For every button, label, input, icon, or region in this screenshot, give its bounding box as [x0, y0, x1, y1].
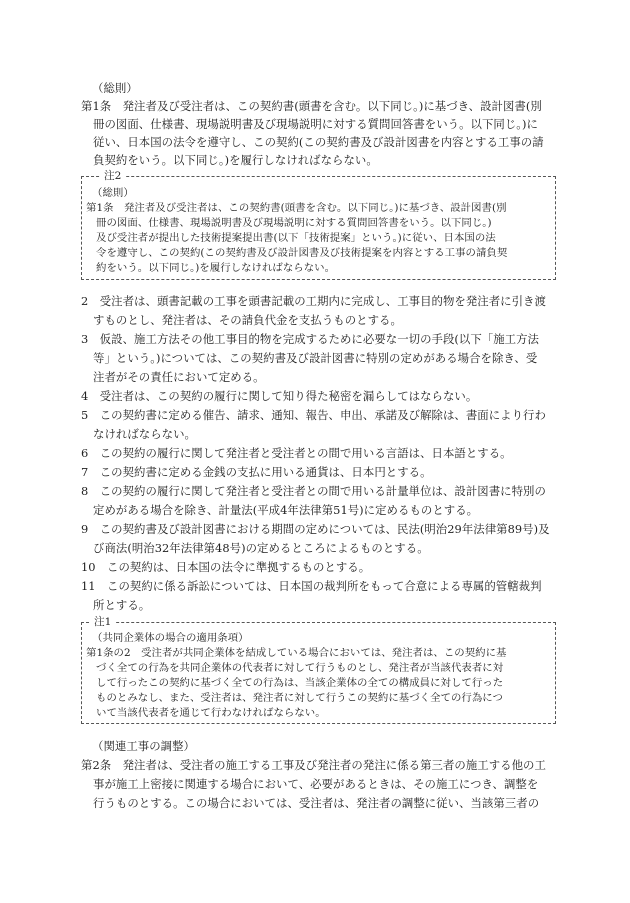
paragraph-3-line: 注者がその責任において定める。 — [93, 370, 265, 384]
note2-line: 冊の図面、仕様書、現場説明書及び現場説明に対する質問回答書をいう。以下同じ。) — [96, 217, 492, 229]
article1-line: 従い、日本国の法令を遵守し、この契約(この契約書及び設計図書を内容とする工事の請 — [93, 135, 544, 149]
article2-line: 行うものとする。この場合においては、受注者は、発注者の調整に従い、当該第三者の — [93, 796, 540, 810]
paragraph-2-line: すものとし、発注者は、その請負代金を支払うものとする。 — [93, 313, 402, 327]
paragraph-3-line: 3 仮設、施工方法その他工事目的物を完成するために必要な一切の手段(以下「施工方法 — [81, 332, 539, 346]
note1-line: 第1条の2 受注者が共同企業体を結成している場合においては、発注者は、この契約に基 — [86, 647, 507, 659]
paragraph-2-line: 2 受注者は、頭書記載の工事を頭書記載の工期内に完成し、工事目的物を発注者に引き渡 — [81, 294, 546, 308]
article1-heading: （総則） — [92, 81, 138, 95]
note1-line: いて当該代表者を通じて行わなければならない。 — [96, 707, 326, 719]
note1-line: づく全ての行為を共同企業体の代表者に対して行うものとし、発注者が当該代表者に対 — [96, 662, 504, 674]
paragraph-5-line: なければならない。 — [93, 427, 196, 441]
article1-line: 第1条 発注者及び受注者は、この契約書(頭書を含む。以下同じ。)に基づき、設計図書(別 — [81, 99, 542, 113]
article2-heading: （関連工事の調整） — [92, 739, 195, 753]
paragraph-8-line: 定めがある場合を除き、計量法(平成4年法律第51号)に定めるものとする。 — [93, 503, 479, 517]
note1-heading: （共同企業体の場合の適用条項） — [92, 632, 249, 644]
article2-line: 第2条 発注者は、受注者の施工する工事及び発注者の発注に係る第三者の施工する他の工 — [81, 758, 546, 772]
paragraph-3-line: 等」という。)については、この契約書及び設計図書に特別の定めがある場合を除き、受 — [93, 351, 538, 365]
note2-heading: （総則） — [92, 187, 134, 199]
article1-line: 負契約をいう。以下同じ。)を履行しなければならない。 — [93, 153, 378, 167]
paragraph-9-line: び商法(明治32年法律第48号)の定めるところによるものとする。 — [93, 541, 429, 555]
note1-line: して行ったこの契約に基づく全ての行為は、当該企業体の全ての構成員に対して行った — [96, 677, 504, 689]
note2-line: 第1条 発注者及び受注者は、この契約書(頭書を含む。以下同じ。)に基づき、設計図書(別 — [86, 202, 507, 214]
note2-line: 約をいう。以下同じ。)を履行しなければならない。 — [96, 262, 336, 274]
paragraph-7-line: 7 この契約書に定める金銭の支払に用いる通貨は、日本円とする。 — [81, 465, 432, 479]
note1-line: ものとみなし、また、受注者は、発注者に対して行うこの契約に基づく全ての行為につ — [96, 692, 503, 704]
note2-line: 及び受注者が提出した技術提案提出書(以下「技術提案」という。)に従い、日本国の法 — [96, 232, 496, 244]
note2-label: 注2 — [100, 170, 125, 182]
paragraph-8-line: 8 この契約の履行に関して発注者と受注者との間で用いる計量単位は、設計図書に特別の — [81, 484, 546, 498]
paragraph-9-line: 9 この契約書及び設計図書における期間の定めについては、民法(明治29年法律第89号)及 — [81, 522, 550, 536]
note2-line: 令を遵守し、この契約(この契約書及び設計図書及び技術提案を内容とする工事の請負契 — [96, 247, 508, 259]
paragraph-4-line: 4 受注者は、この契約の履行に関して知り得た秘密を漏らしてはならない。 — [81, 389, 478, 403]
note1-label: 注1 — [90, 616, 115, 628]
paragraph-5-line: 5 この契約書に定める催告、請求、通知、報告、申出、承諾及び解除は、書面により行わ — [81, 408, 546, 422]
article1-line: 冊の図面、仕様書、現場説明書及び現場説明に対する質問回答書をいう。以下同じ。)に — [93, 117, 538, 131]
paragraph-11-line: 11 この契約に係る訴訟については、日本国の裁判所をもって合意による専属的管轄裁判 — [81, 579, 542, 593]
paragraph-10-line: 10 この契約は、日本国の法令に準拠するものとする。 — [81, 560, 371, 574]
paragraph-11-line: 所とする。 — [93, 598, 151, 612]
article2-line: 事が施工上密接に関連する場合において、必要があるときは、その施工につき、調整を — [93, 777, 539, 791]
paragraph-6-line: 6 この契約の履行に関して発注者と受注者との間で用いる言語は、日本語とする。 — [81, 446, 512, 460]
